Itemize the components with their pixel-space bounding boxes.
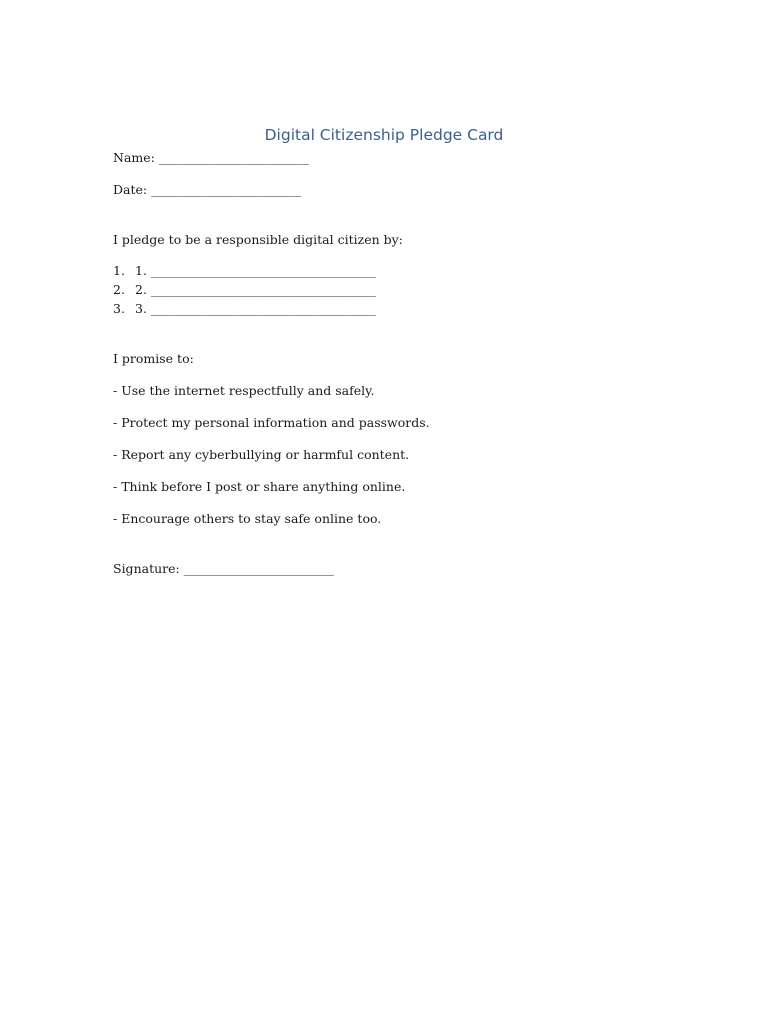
pledge-list <box>113 261 673 318</box>
list-marker: 3. <box>113 301 125 316</box>
promise-intro: I promise to: <box>113 351 194 366</box>
list-item <box>113 261 673 280</box>
list-item <box>113 299 673 318</box>
date-field: Date: ________________________ <box>113 182 302 197</box>
promise-item: - Report any cyberbullying or harmful content. <box>113 447 410 462</box>
pledge-card <box>113 123 673 578</box>
promise-item: - Think before I post or share anything online. <box>113 479 406 494</box>
promise-item: - Protect my personal information and passwords. <box>113 415 430 430</box>
name-field: Name: ________________________ <box>113 150 309 165</box>
list-item <box>113 280 673 299</box>
pledge-intro: I pledge to be a responsible digital citizen by: <box>113 232 403 247</box>
promise-item: - Use the internet respectfully and safely. <box>113 383 375 398</box>
list-marker: 2. <box>113 282 125 297</box>
pledge-blank: 1. ____________________________________ <box>135 263 376 278</box>
page-title: Digital Citizenship Pledge Card <box>264 126 504 144</box>
promise-item: - Encourage others to stay safe online too. <box>113 511 382 526</box>
pledge-blank: 3. ____________________________________ <box>135 301 376 316</box>
signature-field: Signature: ________________________ <box>113 561 334 576</box>
list-marker: 1. <box>113 263 125 278</box>
pledge-blank: 2. ____________________________________ <box>135 282 376 297</box>
